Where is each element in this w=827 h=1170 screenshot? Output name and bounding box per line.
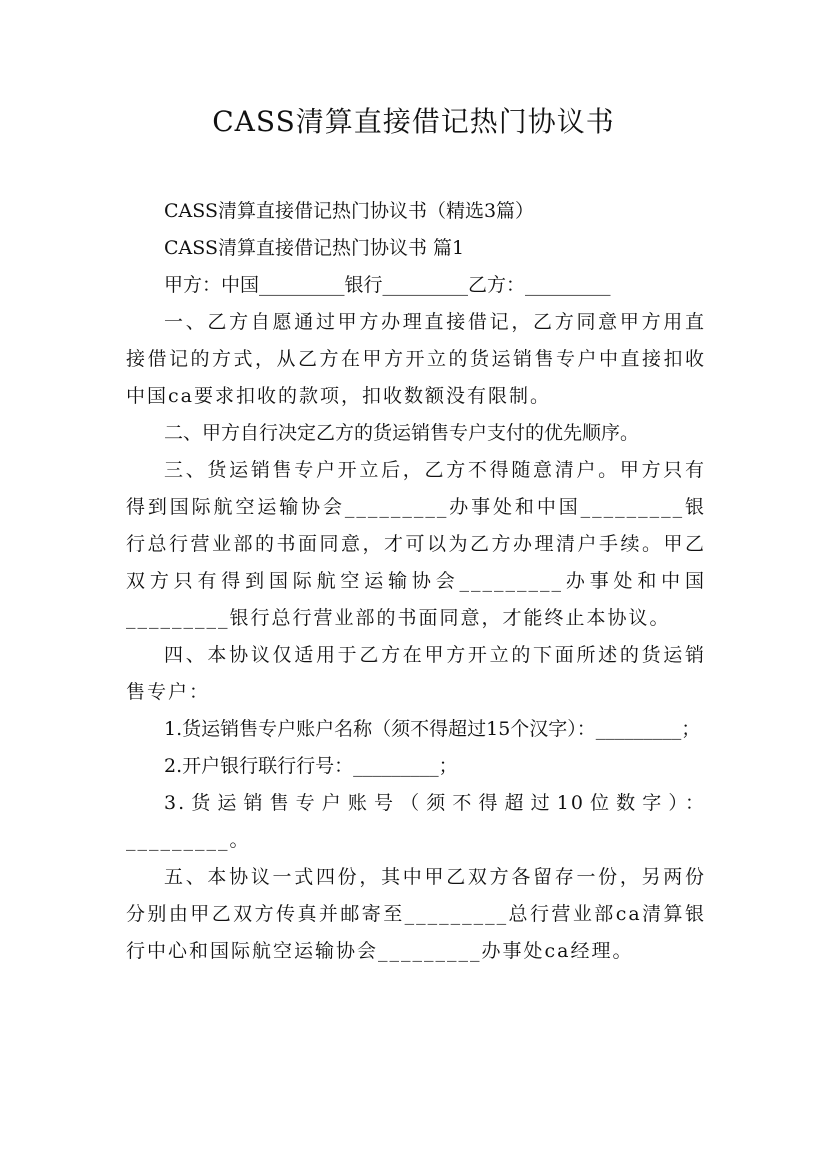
paragraph-item-2: 2.开户银行联行行号：_________； xyxy=(164,755,458,777)
paragraph-heading-collection: CASS清算直接借记热门协议书（精选3篇） xyxy=(164,200,535,222)
paragraph-clause-4: 四、本协议仅适用于乙方在甲方开立的下面所述的货运销售专户： xyxy=(126,644,706,703)
paragraph-clause-3: 三、货运销售专户开立后，乙方不得随意清户。甲方只有得到国际航空运输协会_________办事处和中国_________银行总行营业部的书面同意，才可以为乙方办理清户手续。甲乙双方只有得到国际航空运输协会_________办事处和中国_________银行总行营业部的书面同意，才能终止本协议。 xyxy=(126,459,706,629)
paragraph-item-1: 1.货运销售专户账户名称（须不得超过15个汉字）：_________； xyxy=(164,718,701,740)
document-title: CASS清算直接借记热门协议书 xyxy=(212,105,615,138)
paragraph-clause-5: 五、本协议一式四份，其中甲乙双方各留存一份，另两份分别由甲乙双方传真并邮寄至_________总行营业部ca清算银行中心和国际航空运输协会_________办事处ca经理。 xyxy=(126,866,706,962)
paragraph-heading-part1: CASS清算直接借记热门协议书 篇1 xyxy=(164,237,465,259)
paragraph-clause-2: 二、甲方自行决定乙方的货运销售专户支付的优先顺序。 xyxy=(164,422,640,444)
paragraph-item-3: 3.货运销售专户账号（须不得超过10位数字）：_________。 xyxy=(126,792,706,851)
paragraph-clause-1: 一、乙方自愿通过甲方办理直接借记，乙方同意甲方用直接借记的方式，从乙方在甲方开立的货运销售专户中直接扣收中国ca要求扣收的款项，扣收数额没有限制。 xyxy=(126,311,706,407)
document-body xyxy=(126,193,706,970)
paragraph-parties: 甲方：中国_________银行_________乙方：_________ xyxy=(164,274,611,296)
